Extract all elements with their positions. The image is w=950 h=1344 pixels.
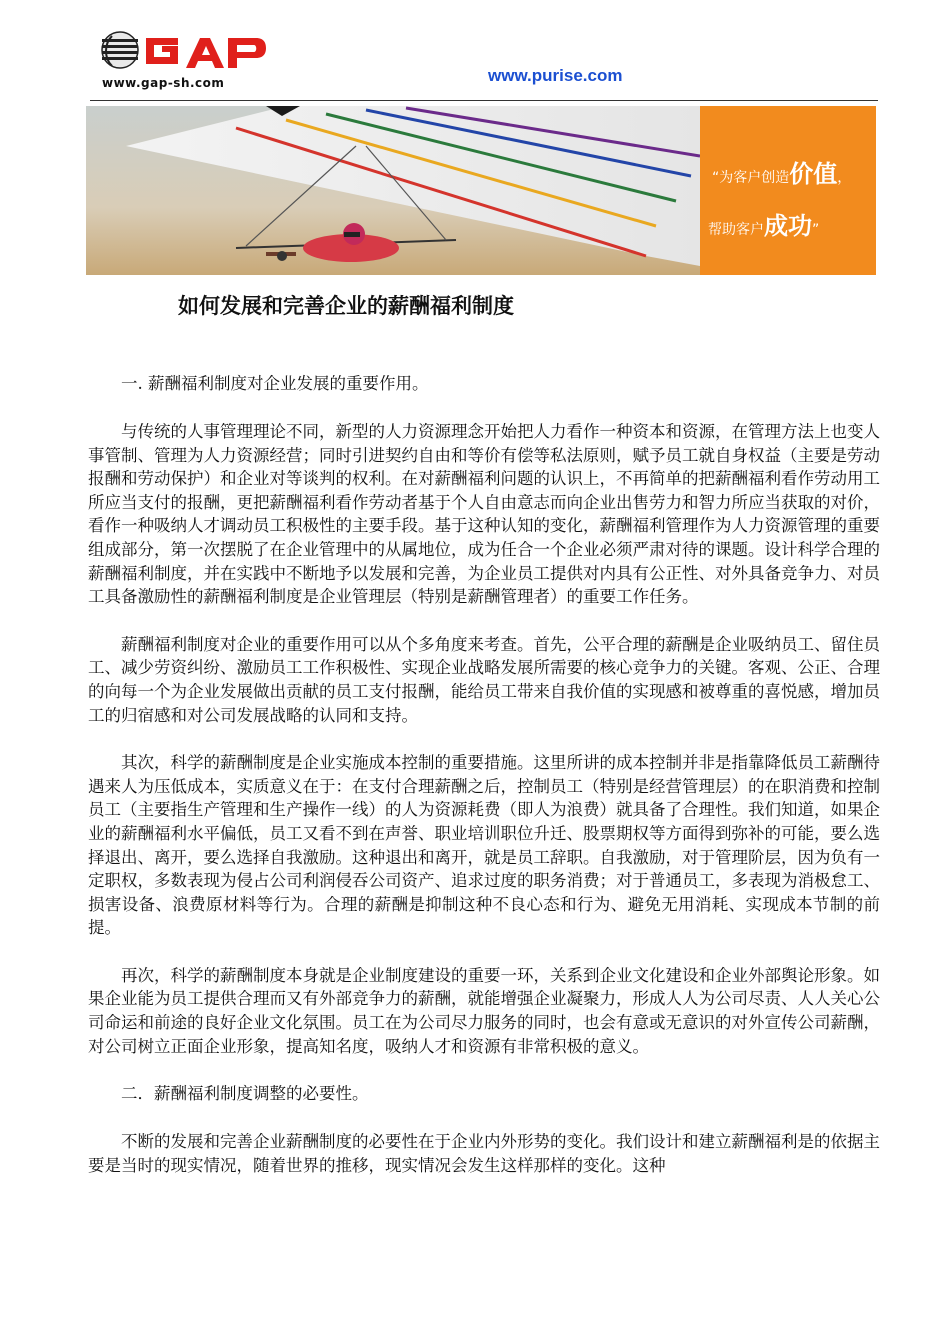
slogan-line-1: “为客户创造价值，	[712, 160, 852, 188]
page-title: 如何发展和完善企业的薪酬福利制度	[178, 294, 514, 318]
banner-slogan	[700, 106, 876, 275]
article-body	[88, 372, 880, 1177]
page-header	[90, 28, 880, 100]
section-heading-2: 二．薪酬福利制度调整的必要性。	[121, 1084, 369, 1104]
slogan-line-2: 帮助客户成功”	[708, 212, 820, 240]
globe-icon	[102, 32, 138, 68]
site-url-link[interactable]: www.purise.com	[488, 66, 623, 85]
paragraph-2: 薪酬福利制度对企业的重要作用可以从个多角度来考查。首先，公平合理的薪酬是企业吸纳员工、留住员工、减少劳资纠纷、激励员工工作积极性、实现企业战略发展所需要的核心竞争力的关键。客观、公正、合理的向每一个为企业发展做出贡献的员工支付报酬，能给员工带来自我价值的实现感和被尊重的喜悦感，增加员工的归宿感和对公司发展战略的认同和支持。	[88, 634, 880, 725]
paragraph-3: 其次，科学的薪酬制度是企业实施成本控制的重要措施。这里所讲的成本控制并非是指靠降低员工薪酬待遇来人为压低成本，实质意义在于：在支付合理薪酬之后，控制员工（特别是经营管理层）的在职消费和控制员工（主要指生产管理和生产操作一线）的人为资源耗费（即人为浪费）就具备了合理性。我们知道，如果企业的薪酬福利水平偏低，员工又看不到在声誉、职业培训职位升迁、股票期权等方面得到弥补的可能，要么选择退出、离开，要么选择自我激励。这种退出和离开，就是员工辞职。自我激励，对于管理阶层，因为负有一定职权，多数表现为侵占公司利润侵吞公司资产、追求过度的职务消费；对于普通员工，多表现为消极怠工、损害设备、浪费原材料等行为。合理的薪酬是抑制这种不良心态和行为、避免无用消耗、实现成本节制的前提。	[88, 753, 880, 938]
header-divider	[90, 100, 878, 101]
gap-wordmark	[146, 38, 266, 68]
paragraph-4: 再次，科学的薪酬制度本身就是企业制度建设的重要一环，关系到企业文化建设和企业外部舆论形象。如果企业能为员工提供合理而又有外部竞争力的薪酬，就能增强企业凝聚力，形成人人为公司尽责、人人关心公司命运和前途的良好企业文化氛围。员工在为公司尽力服务的同时，也会有意或无意识的对外宣传公司薪酬，对公司树立正面企业形象，提高知名度，吸纳人才和资源有非常积极的意义。	[88, 965, 880, 1056]
paragraph-1: 与传统的人事管理理论不同，新型的人力资源理念开始把人力看作一种资本和资源，在管理方法上也变人事管制、管理为人力资源经营；同时引进契约自由和等价有偿等私法原则，赋予员工就自身权益（主要是劳动报酬和劳动保护）和企业对等谈判的权利。在对薪酬福利问题的认识上，不再简单的把薪酬福利看作劳动用工所应当支付的报酬，更把薪酬福利看作劳动者基于个人自由意志而向企业出售劳力和智力所应当获取的对价， 看作一种吸纳人才调动员工积极性的主要手段。基于这种认知的变化，薪酬福利管理作为人力资源管理的重要组成部分，第一次摆脱了在企业管理中的从属地位，成为任合一个企业必须严肃对待的课题。设计科学合理的薪酬福利制度，并在实践中不断地予以发展和完善，为企业员工提供对内具有公正性、对外具备竞争力、对员工具备激励性的薪酬福利制度是企业管理层（特别是薪酬管理者）的重要工作任务。	[88, 422, 880, 607]
paragraph-5: 不断的发展和完善企业薪酬制度的必要性在于企业内外形势的变化。我们设计和建立薪酬福利是的依据主要是当时的现实情况，随着世界的推移，现实情况会发生这样那样的变化。这种	[88, 1132, 880, 1175]
section-heading-1: 一. 薪酬福利制度对企业发展的重要作用。	[121, 374, 429, 393]
banner	[86, 106, 876, 275]
hang-glider-photo	[86, 106, 700, 275]
logo-url[interactable]: www.gap-sh.com	[102, 76, 225, 90]
